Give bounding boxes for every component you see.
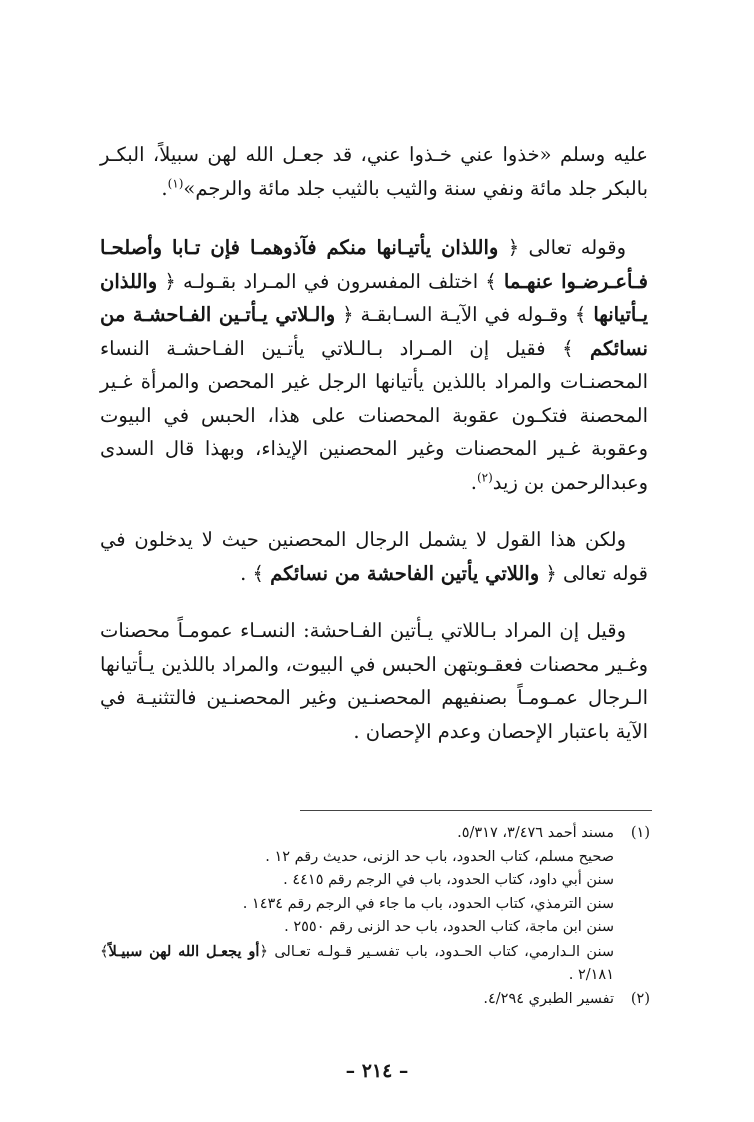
paragraph-2-segment-3: ﴾ وقـوله في الآيـة السـابقـة ﴿ xyxy=(342,303,587,326)
quran-quote-4: واللاتي يأتين الفاحشة من نسائكم xyxy=(270,561,540,585)
footnote-1-line-4: سنن الترمذي، كتاب الحدود، باب ما جاء في الرجم رقم ١٤٣٤ . xyxy=(242,895,614,912)
footnote-1-line-6-end: ﴾ ٢/١٨١ . xyxy=(100,943,614,983)
paragraph-4-text: وقيل إن المراد بـاللاتي يـأتين الفـاحشة: النسـاء عمومـاً محصنات وغـير محصنات فعقـوبتهن الحبس في البيوت، والمراد باللذين يـأتيانها الـرجال عمـومـاً بصنفيهم المحصنـين وغير المحصنـين فالتثنيـة في الآية باعتبار الإحصان وعدم الإحصان . xyxy=(100,619,648,743)
footnote-1-number: (١) xyxy=(630,825,650,841)
footnotes xyxy=(100,822,650,1011)
paragraph-2-segment-2: ﴾ اختلف المفسرون في المـراد بقـولـه ﴿ xyxy=(164,269,497,293)
footnote-1-line-1: مسند أحمد ٣/٤٧٦، ٥/٣١٧. xyxy=(457,825,614,841)
paragraph-2-segment-4: ﴾ فقيل إن المـراد بـالـلاتي يأتـين الفـاحشـة النساء المحصنـات والمراد باللذين يأتيانها الرجل غير المحصن والمرأة غـير المحصنة فتكـون عقوبة المحصنات على هذا، الحبس في البيوت وعقوبة غـير المحصنات وغير المحصنين الإيذاء، وبهذا قال السدى وعبدالرحمن بن زيد xyxy=(100,336,648,494)
footnote-1-line-5: سنن ابن ماجة، كتاب الحدود، باب حد الزنى رقم ٢٥٥٠ . xyxy=(284,919,614,935)
main-text xyxy=(100,138,648,772)
footnote-1-line-3: سنن أبي داود، كتاب الحدود، باب في الرجم رقم ٤٤١٥ . xyxy=(283,872,614,888)
paragraph-3-segment-1: ولكن هذا القول لا يشمل الرجال المحصنين حيث لا يدخلون في قوله تعالى ﴿ xyxy=(100,528,648,585)
paragraph-3 xyxy=(100,523,648,590)
page-number: – ٢١٤ – xyxy=(345,1060,409,1082)
quran-quote-1: واللذان يأتيـانها منكم فآذوهمـا فإن تـابا وأصلحـا فـأعـرضـوا عنهـما xyxy=(100,236,648,293)
footnote-ref-2: (٢) xyxy=(476,470,493,484)
paragraph-3-end: ﴾ . xyxy=(240,561,264,585)
paragraph-2 xyxy=(100,231,648,499)
footnote-2-number: (٢) xyxy=(630,990,650,1007)
footnote-1-line-6-start: سنن الـدارمي، كتاب الحـدود، باب تفسـير قـولـه تعـالى ﴿ xyxy=(259,943,614,960)
paragraph-2-segment-1: وقوله تعالى ﴿ xyxy=(507,236,626,259)
footnote-2 xyxy=(100,988,650,1012)
paragraph-1 xyxy=(100,138,648,205)
footnote-ref-1: (١) xyxy=(167,176,184,190)
footnote-divider xyxy=(300,810,652,811)
paragraph-2-end: . xyxy=(470,470,477,494)
quran-quote-3: والـلاتي يـأتـين الفـاحشـة من نسائكم xyxy=(100,303,648,360)
footnote-2-text: تفسير الطبري ٤/٢٩٤. xyxy=(483,990,614,1007)
paragraph-4 xyxy=(100,614,648,748)
footnote-1-line-2: صحيح مسلم، كتاب الحدود، باب حد الزنى، حديث رقم ١٢ . xyxy=(265,848,614,865)
paragraph-1-text: عليه وسلم «خذوا عني خـذوا عني، قد جعـل الله لهن سبيلاً، البكـر بالبكر جلد مائة ونفي سنة والثيب بالثيب جلد مائة والرجم» xyxy=(100,143,648,200)
paragraph-1-end: . xyxy=(161,176,168,200)
footnote-1 xyxy=(100,822,650,846)
footnote-1-quran-quote: أو يجعـل الله لهن سبيـلاً xyxy=(108,942,260,960)
footnote-1-line-6 xyxy=(100,940,650,988)
quran-quote-2: واللذان يـأتيانها xyxy=(100,269,649,326)
